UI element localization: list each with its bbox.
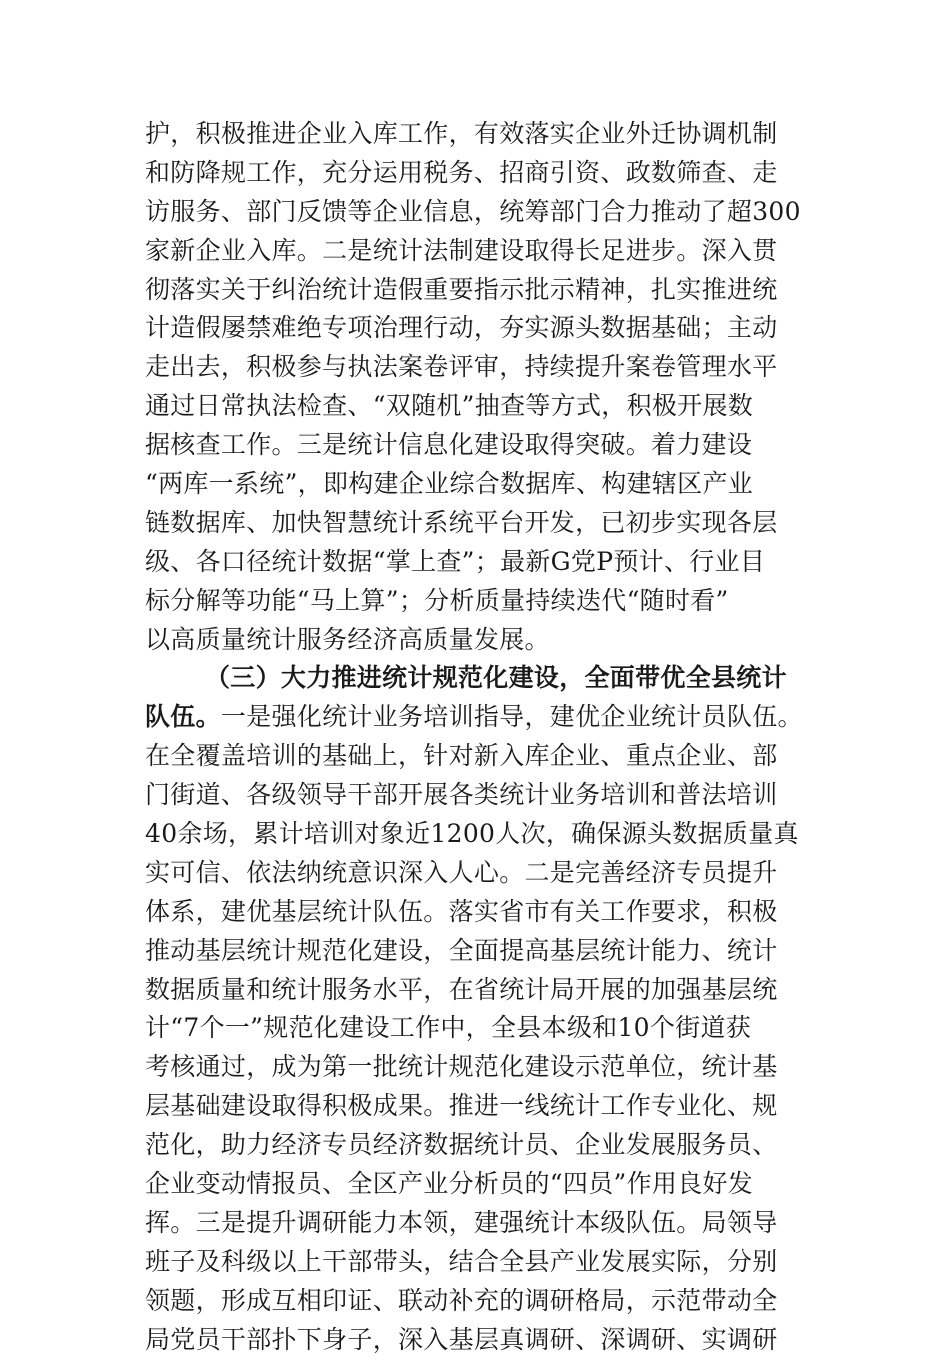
body-text: 链数据库、加快智慧统计系统平台开发，已初步实现各层	[145, 507, 778, 537]
text-line	[145, 543, 805, 582]
text-line	[145, 815, 805, 854]
body-text: 护，积极推进企业入库工作，有效落实企业外迁协调机制	[145, 119, 778, 148]
text-line	[145, 1087, 805, 1126]
body-text: 体系，建优基层统计队伍。落实省市有关工作要求，积极	[145, 896, 778, 926]
body-text: 班子及科级以上干部带头，结合全县产业发展实际，分别	[145, 1246, 778, 1276]
text-line	[145, 971, 805, 1010]
text-line	[145, 115, 805, 154]
text-line	[145, 776, 805, 815]
bold-heading-text: 队伍。	[145, 702, 221, 732]
bold-heading-text: （三）大力推进统计规范化建设，全面带优全县统计	[205, 663, 787, 693]
body-text: 在全覆盖培训的基础上，针对新入库企业、重点企业、部	[145, 741, 778, 771]
body-text: 计“7个一”规范化建设工作中，全县本级和10个街道获	[145, 1013, 752, 1043]
text-line	[145, 465, 805, 504]
body-text: 企业变动情报员、全区产业分析员的“四员”作用良好发	[145, 1169, 754, 1199]
body-text: 数据质量和统计服务水平，在省统计局开展的加强基层统	[145, 974, 778, 1004]
body-text: 范化，助力经济专员经济数据统计员、企业发展服务员、	[145, 1130, 778, 1160]
body-text: 访服务、部门反馈等企业信息，统筹部门合力推动了超300	[145, 196, 801, 226]
body-text: 据核查工作。三是统计信息化建设取得突破。着力建设	[145, 430, 753, 460]
text-line	[145, 1165, 805, 1204]
body-text: 计造假屡禁难绝专项治理行动，夯实源头数据基础；主动	[145, 313, 778, 343]
body-text: 局党员干部扑下身子，深入基层真调研、深调研、实调研	[145, 1324, 778, 1354]
text-line	[145, 854, 805, 893]
body-text: 挥。三是提升调研能力本领，建强统计本级队伍。局领导	[145, 1207, 778, 1237]
body-text: 通过日常执法检查、“双随机”抽查等方式，积极开展数	[145, 391, 754, 421]
text-line	[145, 387, 805, 426]
text-line	[145, 1282, 805, 1321]
body-text: 彻落实关于纠治统计造假重要指示批示精神，扎实推进统	[145, 274, 778, 304]
text-line	[145, 737, 805, 776]
text-line	[145, 698, 805, 737]
text-line	[145, 621, 805, 660]
body-text: 门街道、各级领导干部开展各类统计业务培训和普法培训	[145, 780, 778, 810]
text-line	[145, 348, 805, 387]
body-text: 标分解等功能“马上算”；分析质量持续迭代“随时看”	[145, 585, 729, 615]
body-text: 家新企业入库。二是统计法制建设取得长足进步。深入贯	[145, 235, 778, 265]
text-line	[145, 1048, 805, 1087]
body-text: 推动基层统计规范化建设，全面提高基层统计能力、统计	[145, 935, 778, 965]
text-line	[145, 1243, 805, 1282]
body-text: 领题，形成互相印证、联动补充的调研格局，示范带动全	[145, 1285, 778, 1315]
text-line	[145, 1009, 805, 1048]
text-line	[145, 1204, 805, 1243]
text-line	[145, 154, 805, 193]
text-line	[145, 582, 805, 621]
body-text: 实可信、依法纳统意识深入人心。二是完善经济专员提升	[145, 857, 778, 887]
text-line	[145, 1126, 805, 1165]
text-line	[145, 426, 805, 465]
text-line	[145, 659, 805, 698]
text-line	[145, 893, 805, 932]
text-line	[145, 271, 805, 310]
text-line	[145, 932, 805, 971]
body-text: 层基础建设取得积极成果。推进一线统计工作专业化、规	[145, 1091, 778, 1121]
text-line	[145, 309, 805, 348]
body-text: 以高质量统计服务经济高质量发展。	[145, 624, 550, 654]
body-text: 和防降规工作，充分运用税务、招商引资、政数筛查、走	[145, 157, 778, 187]
body-text: “两库一系统”，即构建企业综合数据库、构建辖区产业	[145, 469, 754, 499]
body-text: 考核通过，成为第一批统计规范化建设示范单位，统计基	[145, 1052, 778, 1082]
text-line	[145, 504, 805, 543]
body-text: 级、各口径统计数据“掌上查”；最新G党P预计、行业目	[145, 546, 766, 576]
document-body-text	[145, 115, 805, 1360]
body-text: 40余场，累计培训对象近1200人次，确保源头数据质量真	[145, 819, 799, 849]
text-line	[145, 193, 805, 232]
text-line	[145, 1321, 805, 1360]
text-line	[145, 232, 805, 271]
body-text: 一是强化统计业务培训指导，建优企业统计员队伍。	[220, 702, 803, 732]
body-text: 走出去，积极参与执法案卷评审，持续提升案卷管理水平	[145, 352, 778, 382]
